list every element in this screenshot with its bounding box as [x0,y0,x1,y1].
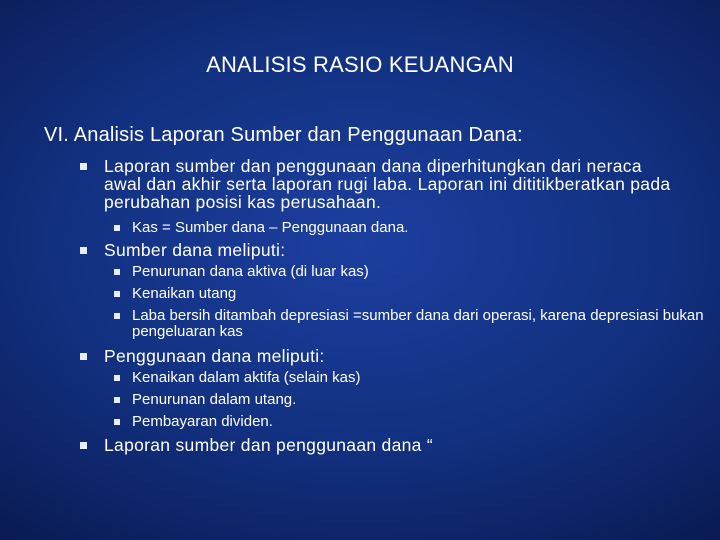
sub-bullet-item [114,392,704,408]
bullet-item [80,436,680,454]
bullet-text: Laporan sumber dan penggunaan dana “ [104,435,433,455]
sub-bullet-item [114,414,704,430]
bullet-item [80,241,680,259]
bullet-text: Laporan sumber dan penggunaan dana diperhitungkan dari neraca awal dan akhir serta laporan rugi laba. Laporan ini dititikberatkan pada perubahan posisi kas perusahaan. [104,156,671,212]
sub-bullet-marker-icon [114,397,120,403]
sub-bullet-text: Penurunan dalam utang. [132,391,297,408]
section-heading: VI. Analisis Laporan Sumber dan Penggunaan Dana: [44,124,523,146]
bullet-text: Sumber dana meliputi: [104,240,286,260]
bullet-text: Penggunaan dana meliputi: [104,346,325,366]
sub-bullet-marker-icon [114,291,120,297]
sub-bullet-text: Pembayaran dividen. [132,413,273,430]
sub-bullet-text: Kenaikan dalam aktifa (selain kas) [132,369,361,386]
sub-bullet-marker-icon [114,313,120,319]
bullet-item [80,157,680,211]
sub-bullet-marker-icon [114,269,120,275]
bullet-marker-icon [80,247,87,254]
bullet-marker-icon [80,353,87,360]
sub-bullet-item [114,308,704,340]
bullet-item [80,347,680,365]
sub-bullet-item [114,264,704,280]
sub-bullet-text: Kas = Sumber dana – Penggunaan dana. [132,219,409,236]
sub-bullet-text: Penurunan dana aktiva (di luar kas) [132,263,369,280]
slide-title: ANALISIS RASIO KEUANGAN [206,52,514,77]
sub-bullet-marker-icon [114,225,120,231]
sub-bullet-item [114,286,704,302]
bullet-marker-icon [80,442,87,449]
sub-bullet-marker-icon [114,375,120,381]
sub-bullet-text: Kenaikan utang [132,285,237,302]
sub-bullet-marker-icon [114,419,120,425]
sub-bullet-item [114,220,704,236]
bullet-marker-icon [80,163,87,170]
sub-bullet-text: Laba bersih ditambah depresiasi =sumber dana dari operasi, karena depresiasi bukan pengeluaran kas [132,307,704,340]
sub-bullet-item [114,370,704,386]
